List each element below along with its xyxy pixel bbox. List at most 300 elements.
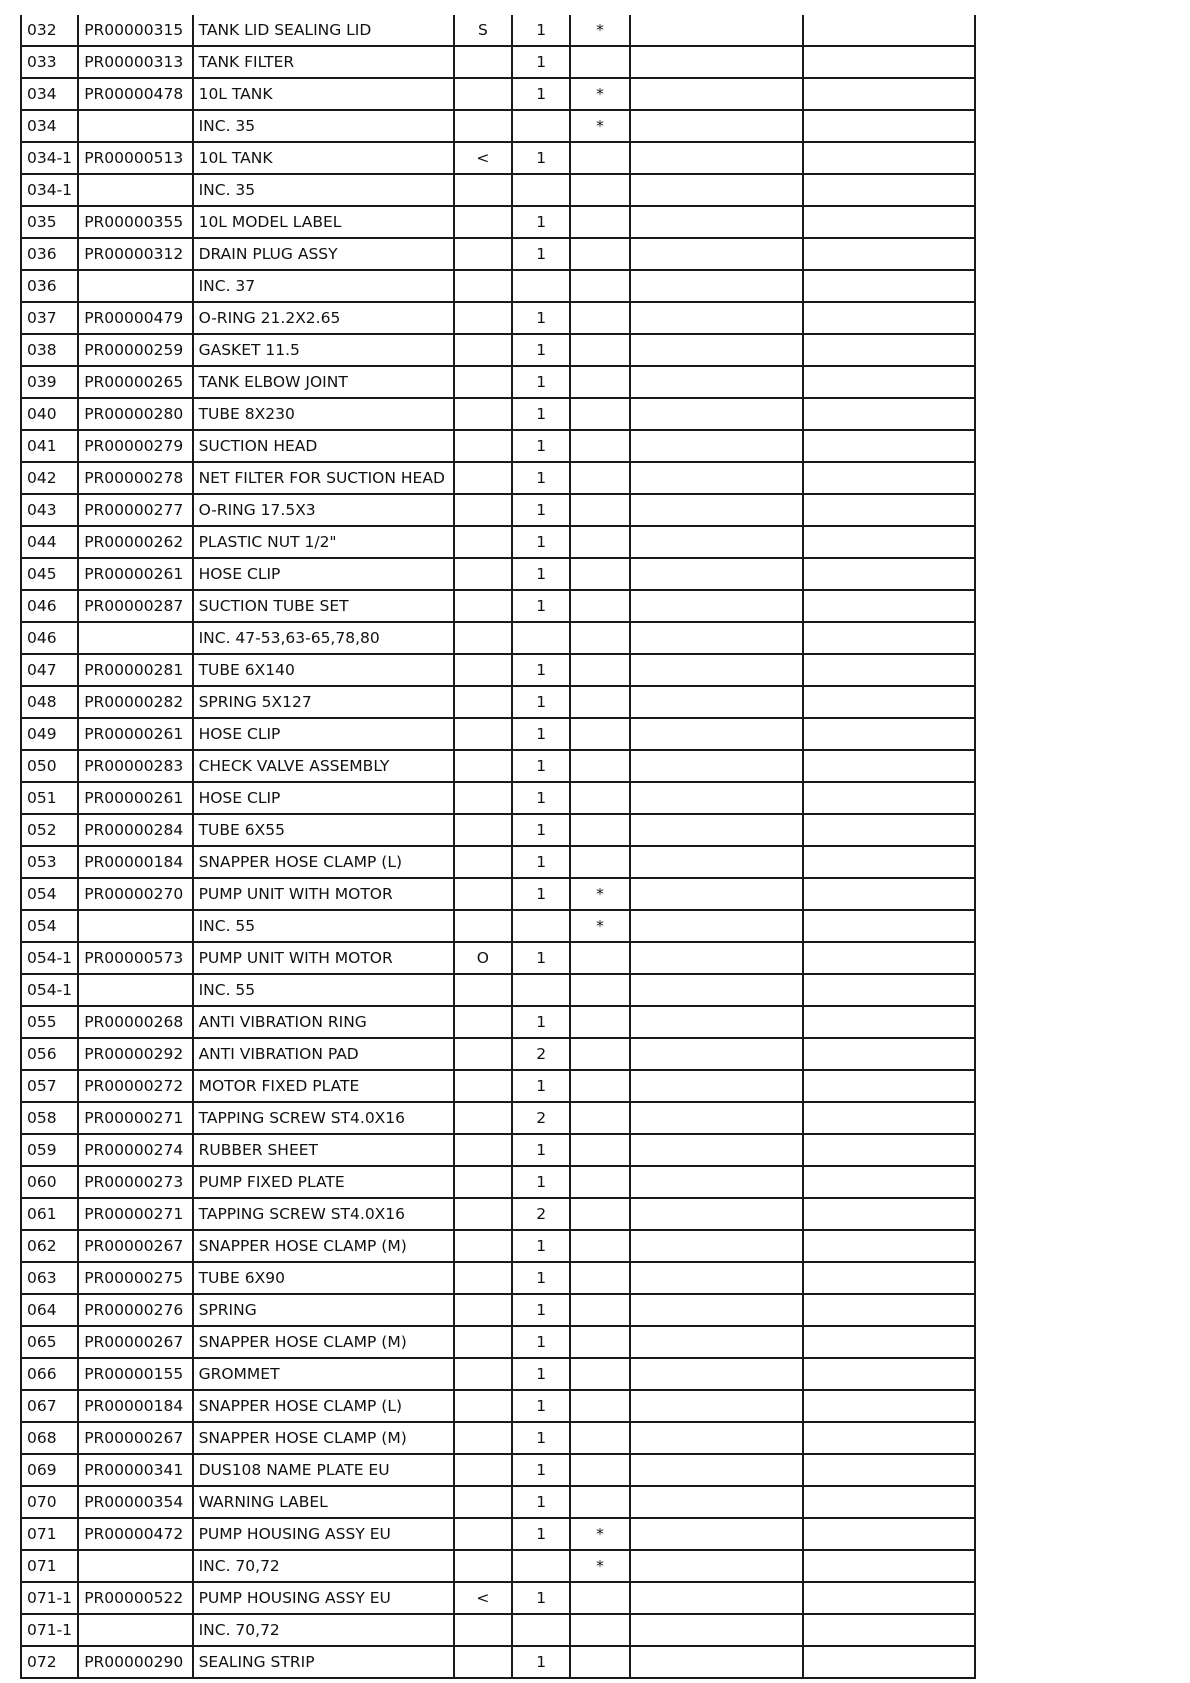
table-row <box>21 1102 975 1134</box>
empty-cell <box>630 1166 804 1198</box>
empty-cell <box>630 1038 804 1070</box>
table-row <box>21 462 975 494</box>
marker-cell <box>570 302 629 334</box>
empty-cell <box>630 78 804 110</box>
item-number-cell: 064 <box>21 1294 78 1326</box>
empty-cell <box>803 1326 975 1358</box>
marker-cell <box>570 1646 629 1678</box>
empty-cell <box>803 430 975 462</box>
flag-cell <box>454 1646 512 1678</box>
item-number-cell: 067 <box>21 1390 78 1422</box>
description-cell: INC. 37 <box>193 270 454 302</box>
flag-cell <box>454 1006 512 1038</box>
empty-cell <box>803 1070 975 1102</box>
marker-cell <box>570 494 629 526</box>
empty-cell <box>803 1294 975 1326</box>
description-cell: PLASTIC NUT 1/2" <box>193 526 454 558</box>
quantity-cell: 1 <box>512 1486 570 1518</box>
flag-cell <box>454 1102 512 1134</box>
quantity-cell: 1 <box>512 302 570 334</box>
flag-cell <box>454 1262 512 1294</box>
marker-cell <box>570 1582 629 1614</box>
empty-cell <box>803 270 975 302</box>
description-cell: HOSE CLIP <box>193 718 454 750</box>
part-number-cell: PR00000261 <box>78 782 192 814</box>
item-number-cell: 037 <box>21 302 78 334</box>
empty-cell <box>803 526 975 558</box>
empty-cell <box>803 494 975 526</box>
description-cell: PUMP UNIT WITH MOTOR <box>193 942 454 974</box>
empty-cell <box>630 1262 804 1294</box>
table-row <box>21 1422 975 1454</box>
quantity-cell: 1 <box>512 1454 570 1486</box>
empty-cell <box>630 46 804 78</box>
part-number-cell: PR00000267 <box>78 1326 192 1358</box>
table-row <box>21 1262 975 1294</box>
description-cell: ANTI VIBRATION RING <box>193 1006 454 1038</box>
empty-cell <box>803 1262 975 1294</box>
description-cell: INC. 70,72 <box>193 1614 454 1646</box>
table-row <box>21 206 975 238</box>
empty-cell <box>803 1038 975 1070</box>
marker-cell: * <box>570 878 629 910</box>
description-cell: TANK ELBOW JOINT <box>193 366 454 398</box>
part-number-cell: PR00000283 <box>78 750 192 782</box>
table-row <box>21 1454 975 1486</box>
parts-list-sheet <box>20 15 976 1679</box>
empty-cell <box>803 1486 975 1518</box>
empty-cell <box>803 78 975 110</box>
flag-cell <box>454 622 512 654</box>
item-number-cell: 050 <box>21 750 78 782</box>
empty-cell <box>630 430 804 462</box>
quantity-cell: 1 <box>512 782 570 814</box>
item-number-cell: 036 <box>21 238 78 270</box>
quantity-cell <box>512 910 570 942</box>
item-number-cell: 053 <box>21 846 78 878</box>
description-cell: INC. 55 <box>193 974 454 1006</box>
flag-cell <box>454 558 512 590</box>
flag-cell <box>454 238 512 270</box>
flag-cell <box>454 1390 512 1422</box>
flag-cell <box>454 1198 512 1230</box>
marker-cell <box>570 366 629 398</box>
empty-cell <box>803 1390 975 1422</box>
item-number-cell: 034 <box>21 110 78 142</box>
marker-cell <box>570 334 629 366</box>
flag-cell <box>454 1422 512 1454</box>
part-number-cell: PR00000268 <box>78 1006 192 1038</box>
item-number-cell: 054-1 <box>21 942 78 974</box>
quantity-cell: 1 <box>512 654 570 686</box>
item-number-cell: 054 <box>21 878 78 910</box>
marker-cell <box>570 1422 629 1454</box>
item-number-cell: 039 <box>21 366 78 398</box>
marker-cell <box>570 942 629 974</box>
quantity-cell: 1 <box>512 1230 570 1262</box>
part-number-cell <box>78 974 192 1006</box>
marker-cell <box>570 1166 629 1198</box>
description-cell: GASKET 11.5 <box>193 334 454 366</box>
description-cell: HOSE CLIP <box>193 558 454 590</box>
empty-cell <box>630 1102 804 1134</box>
empty-cell <box>630 878 804 910</box>
item-number-cell: 060 <box>21 1166 78 1198</box>
marker-cell <box>570 814 629 846</box>
description-cell: SEALING STRIP <box>193 1646 454 1678</box>
quantity-cell: 1 <box>512 750 570 782</box>
item-number-cell: 056 <box>21 1038 78 1070</box>
empty-cell <box>630 142 804 174</box>
part-number-cell: PR00000155 <box>78 1358 192 1390</box>
empty-cell <box>803 206 975 238</box>
marker-cell <box>570 590 629 622</box>
empty-cell <box>630 814 804 846</box>
empty-cell <box>630 462 804 494</box>
table-row <box>21 942 975 974</box>
description-cell: SNAPPER HOSE CLAMP (M) <box>193 1422 454 1454</box>
description-cell: INC. 35 <box>193 174 454 206</box>
description-cell: TAPPING SCREW ST4.0X16 <box>193 1198 454 1230</box>
quantity-cell: 1 <box>512 686 570 718</box>
item-number-cell: 047 <box>21 654 78 686</box>
quantity-cell: 1 <box>512 462 570 494</box>
empty-cell <box>630 1390 804 1422</box>
description-cell: TUBE 6X140 <box>193 654 454 686</box>
empty-cell <box>803 942 975 974</box>
description-cell: GROMMET <box>193 1358 454 1390</box>
quantity-cell: 1 <box>512 1518 570 1550</box>
description-cell: INC. 70,72 <box>193 1550 454 1582</box>
empty-cell <box>630 1198 804 1230</box>
part-number-cell: PR00000290 <box>78 1646 192 1678</box>
empty-cell <box>803 1102 975 1134</box>
marker-cell: * <box>570 1550 629 1582</box>
description-cell: MOTOR FIXED PLATE <box>193 1070 454 1102</box>
item-number-cell: 043 <box>21 494 78 526</box>
part-number-cell: PR00000261 <box>78 718 192 750</box>
item-number-cell: 057 <box>21 1070 78 1102</box>
marker-cell <box>570 462 629 494</box>
flag-cell <box>454 654 512 686</box>
table-row <box>21 1070 975 1102</box>
quantity-cell: 1 <box>512 15 570 46</box>
quantity-cell: 1 <box>512 1134 570 1166</box>
quantity-cell: 1 <box>512 1326 570 1358</box>
part-number-cell <box>78 1550 192 1582</box>
part-number-cell: PR00000262 <box>78 526 192 558</box>
flag-cell <box>454 366 512 398</box>
parts-table-body <box>21 15 975 1678</box>
part-number-cell: PR00000472 <box>78 1518 192 1550</box>
description-cell: O-RING 21.2X2.65 <box>193 302 454 334</box>
marker-cell: * <box>570 1518 629 1550</box>
empty-cell <box>630 1422 804 1454</box>
description-cell: TANK LID SEALING LID <box>193 15 454 46</box>
item-number-cell: 062 <box>21 1230 78 1262</box>
marker-cell <box>570 1454 629 1486</box>
quantity-cell: 1 <box>512 718 570 750</box>
item-number-cell: 055 <box>21 1006 78 1038</box>
part-number-cell: PR00000479 <box>78 302 192 334</box>
quantity-cell: 1 <box>512 398 570 430</box>
table-row <box>21 366 975 398</box>
description-cell: NET FILTER FOR SUCTION HEAD <box>193 462 454 494</box>
quantity-cell: 1 <box>512 1358 570 1390</box>
part-number-cell <box>78 110 192 142</box>
empty-cell <box>630 622 804 654</box>
table-row <box>21 1326 975 1358</box>
table-row <box>21 878 975 910</box>
part-number-cell: PR00000354 <box>78 1486 192 1518</box>
item-number-cell: 051 <box>21 782 78 814</box>
item-number-cell: 049 <box>21 718 78 750</box>
empty-cell <box>803 686 975 718</box>
table-row <box>21 1230 975 1262</box>
quantity-cell: 1 <box>512 430 570 462</box>
table-row <box>21 1582 975 1614</box>
empty-cell <box>803 654 975 686</box>
empty-cell <box>803 302 975 334</box>
table-row <box>21 686 975 718</box>
marker-cell <box>570 1070 629 1102</box>
empty-cell <box>803 1518 975 1550</box>
description-cell: 10L TANK <box>193 142 454 174</box>
quantity-cell: 1 <box>512 558 570 590</box>
empty-cell <box>630 1006 804 1038</box>
quantity-cell: 2 <box>512 1038 570 1070</box>
item-number-cell: 042 <box>21 462 78 494</box>
table-row <box>21 238 975 270</box>
part-number-cell: PR00000267 <box>78 1230 192 1262</box>
part-number-cell: PR00000513 <box>78 142 192 174</box>
parts-table <box>20 15 976 1679</box>
flag-cell <box>454 46 512 78</box>
quantity-cell <box>512 974 570 1006</box>
empty-cell <box>630 398 804 430</box>
item-number-cell: 071 <box>21 1518 78 1550</box>
item-number-cell: 063 <box>21 1262 78 1294</box>
table-row <box>21 558 975 590</box>
empty-cell <box>803 46 975 78</box>
item-number-cell: 046 <box>21 590 78 622</box>
empty-cell <box>630 1486 804 1518</box>
empty-cell <box>803 622 975 654</box>
table-row <box>21 78 975 110</box>
table-row <box>21 974 975 1006</box>
part-number-cell: PR00000292 <box>78 1038 192 1070</box>
empty-cell <box>803 1550 975 1582</box>
flag-cell <box>454 430 512 462</box>
empty-cell <box>803 846 975 878</box>
empty-cell <box>803 142 975 174</box>
description-cell: SNAPPER HOSE CLAMP (M) <box>193 1326 454 1358</box>
marker-cell <box>570 1614 629 1646</box>
flag-cell <box>454 1486 512 1518</box>
empty-cell <box>803 1166 975 1198</box>
description-cell: INC. 35 <box>193 110 454 142</box>
empty-cell <box>803 174 975 206</box>
flag-cell <box>454 174 512 206</box>
empty-cell <box>630 750 804 782</box>
table-row <box>21 110 975 142</box>
item-number-cell: 068 <box>21 1422 78 1454</box>
part-number-cell: PR00000184 <box>78 846 192 878</box>
empty-cell <box>630 910 804 942</box>
description-cell: TUBE 6X55 <box>193 814 454 846</box>
flag-cell <box>454 1038 512 1070</box>
table-row <box>21 1550 975 1582</box>
empty-cell <box>630 1518 804 1550</box>
quantity-cell <box>512 174 570 206</box>
marker-cell <box>570 270 629 302</box>
part-number-cell: PR00000279 <box>78 430 192 462</box>
table-row <box>21 174 975 206</box>
description-cell: TANK FILTER <box>193 46 454 78</box>
part-number-cell: PR00000270 <box>78 878 192 910</box>
part-number-cell: PR00000312 <box>78 238 192 270</box>
description-cell: INC. 55 <box>193 910 454 942</box>
empty-cell <box>803 750 975 782</box>
table-row <box>21 1486 975 1518</box>
empty-cell <box>630 1070 804 1102</box>
flag-cell <box>454 686 512 718</box>
flag-cell <box>454 462 512 494</box>
empty-cell <box>803 1646 975 1678</box>
item-number-cell: 041 <box>21 430 78 462</box>
empty-cell <box>803 1358 975 1390</box>
table-row <box>21 1646 975 1678</box>
table-row <box>21 302 975 334</box>
marker-cell <box>570 974 629 1006</box>
item-number-cell: 033 <box>21 46 78 78</box>
table-row <box>21 1166 975 1198</box>
empty-cell <box>803 462 975 494</box>
part-number-cell: PR00000313 <box>78 46 192 78</box>
quantity-cell <box>512 1550 570 1582</box>
marker-cell <box>570 750 629 782</box>
description-cell: SPRING <box>193 1294 454 1326</box>
item-number-cell: 066 <box>21 1358 78 1390</box>
item-number-cell: 072 <box>21 1646 78 1678</box>
flag-cell <box>454 1614 512 1646</box>
empty-cell <box>803 910 975 942</box>
flag-cell <box>454 718 512 750</box>
empty-cell <box>630 1326 804 1358</box>
table-row <box>21 1038 975 1070</box>
part-number-cell: PR00000287 <box>78 590 192 622</box>
part-number-cell: PR00000355 <box>78 206 192 238</box>
empty-cell <box>630 110 804 142</box>
marker-cell: * <box>570 15 629 46</box>
flag-cell <box>454 1070 512 1102</box>
description-cell: HOSE CLIP <box>193 782 454 814</box>
empty-cell <box>630 1550 804 1582</box>
item-number-cell: 071-1 <box>21 1582 78 1614</box>
description-cell: SUCTION HEAD <box>193 430 454 462</box>
empty-cell <box>803 1422 975 1454</box>
table-row <box>21 270 975 302</box>
empty-cell <box>803 1582 975 1614</box>
flag-cell <box>454 750 512 782</box>
item-number-cell: 034 <box>21 78 78 110</box>
marker-cell <box>570 1294 629 1326</box>
table-row <box>21 430 975 462</box>
item-number-cell: 038 <box>21 334 78 366</box>
flag-cell <box>454 1518 512 1550</box>
empty-cell <box>630 302 804 334</box>
marker-cell <box>570 1230 629 1262</box>
flag-cell <box>454 878 512 910</box>
table-row <box>21 814 975 846</box>
item-number-cell: 070 <box>21 1486 78 1518</box>
description-cell: 10L MODEL LABEL <box>193 206 454 238</box>
marker-cell <box>570 654 629 686</box>
table-row <box>21 590 975 622</box>
empty-cell <box>630 846 804 878</box>
part-number-cell: PR00000277 <box>78 494 192 526</box>
quantity-cell <box>512 1614 570 1646</box>
quantity-cell: 1 <box>512 846 570 878</box>
table-row <box>21 494 975 526</box>
quantity-cell <box>512 270 570 302</box>
empty-cell <box>803 366 975 398</box>
item-number-cell: 069 <box>21 1454 78 1486</box>
quantity-cell: 1 <box>512 78 570 110</box>
part-number-cell: PR00000271 <box>78 1102 192 1134</box>
flag-cell <box>454 206 512 238</box>
flag-cell: O <box>454 942 512 974</box>
marker-cell <box>570 142 629 174</box>
marker-cell <box>570 1134 629 1166</box>
flag-cell <box>454 1134 512 1166</box>
marker-cell <box>570 846 629 878</box>
description-cell: DRAIN PLUG ASSY <box>193 238 454 270</box>
empty-cell <box>630 686 804 718</box>
part-number-cell: PR00000522 <box>78 1582 192 1614</box>
quantity-cell <box>512 622 570 654</box>
part-number-cell: PR00000341 <box>78 1454 192 1486</box>
quantity-cell: 1 <box>512 1422 570 1454</box>
marker-cell <box>570 174 629 206</box>
empty-cell <box>630 1582 804 1614</box>
quantity-cell <box>512 110 570 142</box>
item-number-cell: 035 <box>21 206 78 238</box>
item-number-cell: 048 <box>21 686 78 718</box>
item-number-cell: 054 <box>21 910 78 942</box>
quantity-cell: 2 <box>512 1198 570 1230</box>
quantity-cell: 1 <box>512 1390 570 1422</box>
empty-cell <box>630 654 804 686</box>
table-row <box>21 1006 975 1038</box>
part-number-cell: PR00000259 <box>78 334 192 366</box>
marker-cell <box>570 1102 629 1134</box>
item-number-cell: 071 <box>21 1550 78 1582</box>
quantity-cell: 1 <box>512 334 570 366</box>
marker-cell <box>570 558 629 590</box>
flag-cell <box>454 974 512 1006</box>
empty-cell <box>630 974 804 1006</box>
table-row <box>21 750 975 782</box>
item-number-cell: 058 <box>21 1102 78 1134</box>
flag-cell <box>454 1550 512 1582</box>
part-number-cell: PR00000573 <box>78 942 192 974</box>
part-number-cell: PR00000271 <box>78 1198 192 1230</box>
marker-cell: * <box>570 78 629 110</box>
marker-cell: * <box>570 910 629 942</box>
empty-cell <box>803 1198 975 1230</box>
quantity-cell: 1 <box>512 494 570 526</box>
